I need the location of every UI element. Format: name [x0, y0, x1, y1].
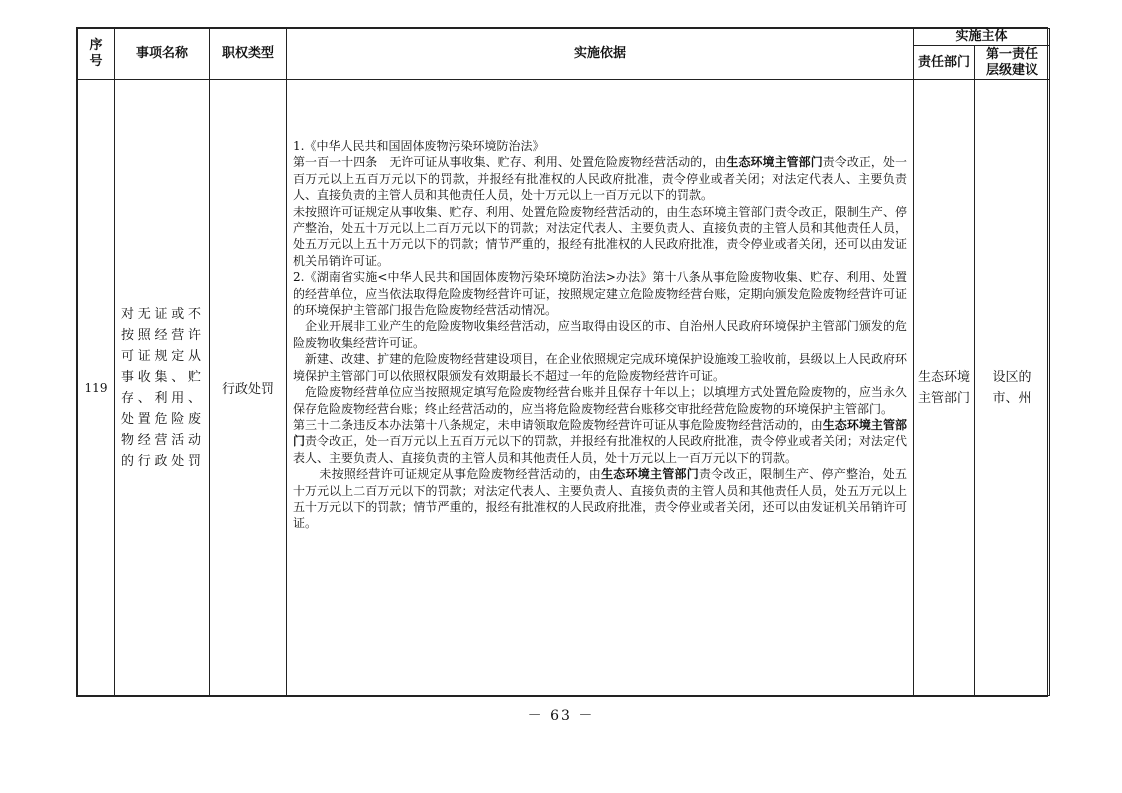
basis-paragraph: 新建、改建、扩建的危险废物经营建设项目，在企业依照规定完成环境保护设施竣工验收前，县级以上人民政府环境保护主管部门可以依照权限颁发有效期最长不超过一年的危险废物经营许可证。 [293, 352, 907, 383]
header-name: 事项名称 [115, 29, 210, 80]
legal-basis [287, 80, 914, 696]
responsible-dept: 生态环境主管部门 [914, 80, 975, 696]
header-subject: 实施主体 [914, 29, 1050, 46]
document-table [76, 27, 1048, 697]
basis-paragraph [293, 417, 907, 466]
basis-text: 第三十二条违反本办法第十八条规定，未申请领取危险废物经营许可证从事危险废物经营活动的，由 [293, 417, 823, 432]
header-level: 第一责任层级建议 [975, 46, 1050, 80]
header-dept: 责任部门 [914, 46, 975, 80]
basis-paragraph: 1.《中华人民共和国固体废物污染环境防治法》 [293, 139, 545, 153]
basis-text: 责令改正，处一百万元以上五百万元以下的罚款，并报经有批准权的人民政府批准，责令停业或者关闭；对法定代表人、主要负责人、直接负责的主管人员和其他责任人员，处十万元以上一百万元以下的罚款。 [293, 155, 907, 203]
header-no: 序号 [78, 29, 115, 80]
basis-text: 第一百一十四条 无许可证从事收集、贮存、利用、处置危险废物经营活动的，由 [293, 155, 727, 170]
authority-type: 行政处罚 [210, 80, 287, 696]
basis-paragraph: 2.《湖南省实施<中华人民共和国固体废物污染环境防治法>办法》第十八条从事危险废物收集、贮存、利用、处置的经营单位，应当依法取得危险废物经营许可证，按照规定建立危险废物经营台账，定期向颁发危险废物经营许可证的环境保护主管部门报告危险废物经营活动情况。 [293, 270, 907, 318]
basis-text: 未按照经营许可证规定从事危险废物经营活动的，由 [319, 467, 602, 482]
basis-text: 责令改正，处一百万元以上五百万元以下的罚款，并报经有批准权的人民政府批准，责令停业或者关闭；对法定代表人、主要负责人、直接负责的主管人员和其他责任人员，处十万元以上一百万元以下的罚款。 [293, 434, 907, 465]
basis-emphasis: 生态环境主管部门 [726, 155, 823, 170]
basis-emphasis: 生态环境主管部门 [601, 467, 700, 482]
header-basis: 实施依据 [287, 29, 914, 80]
basis-paragraph [293, 154, 907, 203]
page-number: － 63 － [527, 708, 595, 724]
basis-paragraph: 危险废物经营单位应当按照规定填写危险废物经营台账并且保存十年以上；以填埋方式处置危险废物的，应当永久保存危险废物经营台账；终止经营活动的，应当将危险废物经营台账移交审批经营危险废物的环境保护主管部门。 [293, 385, 907, 416]
basis-paragraph [293, 466, 907, 532]
item-name: 对无证或不按照经营许可证规定从事收集、贮存、利用、处置危险废物经营活动的行政处罚 [115, 80, 210, 696]
row-number: 119 [78, 80, 115, 696]
basis-emphasis: 生态环境主管部门 [293, 417, 907, 449]
responsibility-level: 设区的市、州 [975, 80, 1050, 696]
basis-text: 责令改正，限制生产、停产整治，处五十万元以上二百万元以下的罚款；对法定代表人、主要负责人、直接负责的主管人员和其他责任人员，处五万元以上五十万元以下的罚款；情节严重的，报经有批准权的人民政府批准，责令停业或者关闭，还可以由发证机关吊销许可证。 [293, 467, 907, 531]
basis-paragraph: 未按照许可证规定从事收集、贮存、利用、处置危险废物经营活动的，由生态环境主管部门责令改正，限制生产、停产整治，处五十万元以上二百万元以下的罚款；对法定代表人、主要负责人、直接负责的主管人员和其他责任人员，处五万元以上五十万元以下的罚款；情节严重的，报经有批准权的人民政府批准，责令停业或者关闭，还可以由发证机关吊销许可证。 [293, 204, 907, 268]
basis-paragraph: 企业开展非工业产生的危险废物收集经营活动，应当取得由设区的市、自治州人民政府环境保护主管部门颁发的危险废物收集经营许可证。 [293, 319, 907, 350]
header-type: 职权类型 [210, 29, 287, 80]
